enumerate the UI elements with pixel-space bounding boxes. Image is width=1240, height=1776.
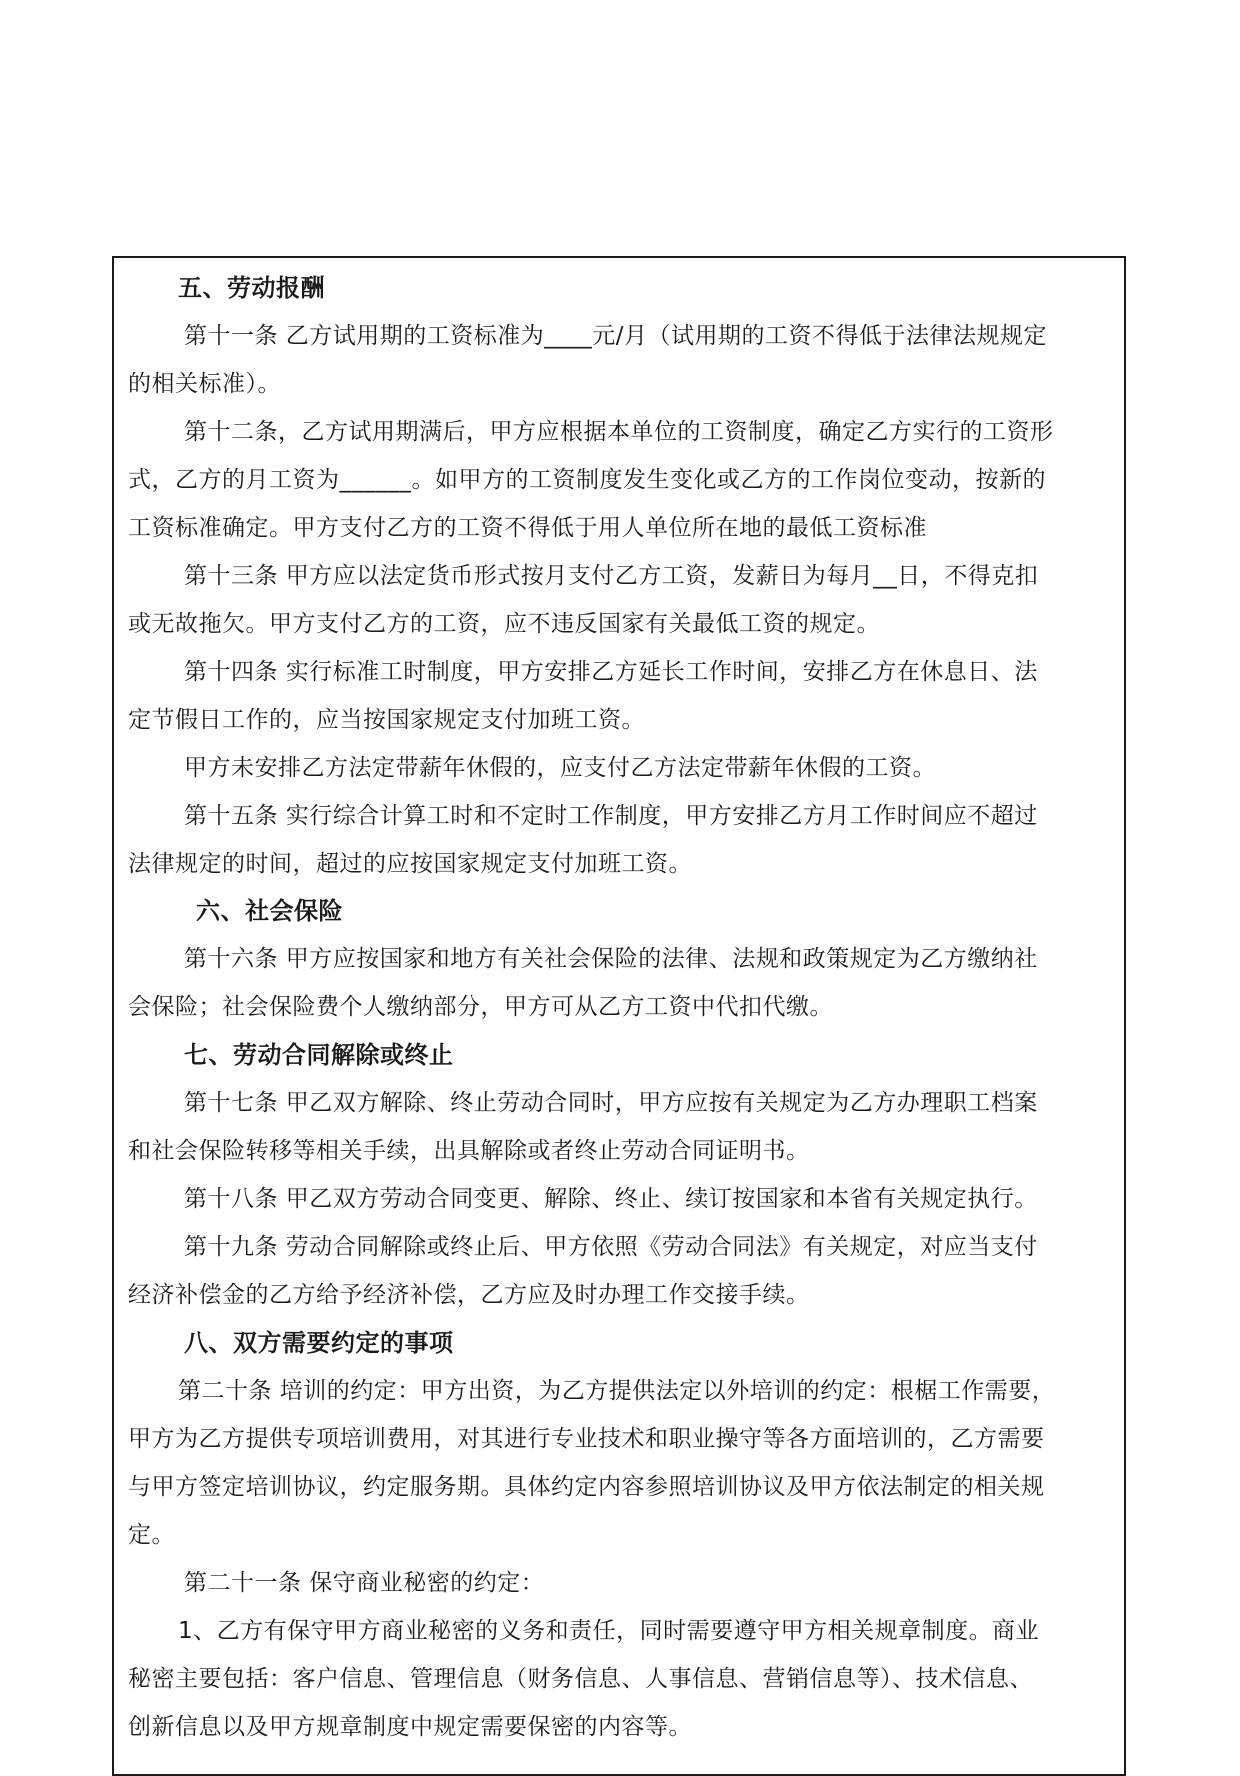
paragraph-line: 第十八条 甲乙双方劳动合同变更、解除、终止、续订按国家和本省有关规定执行。 [184,1186,1038,1212]
paragraph-line: 甲方未安排乙方法定带薪年休假的，应支付乙方法定带薪年休假的工资。 [184,755,936,781]
paragraph-line: 第十六条 甲方应按国家和地方有关社会保险的法律、法规和政策规定为乙方缴纳社 [184,946,1038,972]
paragraph-line: 第十九条 劳动合同解除或终止后、甲方依照《劳动合同法》有关规定，对应当支付 [184,1234,1038,1260]
paragraph-line: 创新信息以及甲方规章制度中规定需要保密的内容等。 [128,1714,692,1740]
paragraph-line: 第二十一条 保守商业秘密的约定： [184,1570,545,1596]
paragraph-line: 第十二条，乙方试用期满后，甲方应根据本单位的工资制度，确定乙方实行的工资形 [184,419,1054,445]
paragraph-line: 1、乙方有保守甲方商业秘密的义务和责任，同时需要遵守甲方相关规章制度。商业 [178,1618,1040,1644]
paragraph-line: 第十五条 实行综合计算工时和不定时工作制度，甲方安排乙方月工作时间应不超过 [184,803,1038,829]
paragraph-line: 法律规定的时间，超过的应按国家规定支付加班工资。 [128,851,692,877]
paragraph-line: 和社会保险转移等相关手续，出具解除或者终止劳动合同证明书。 [128,1138,810,1164]
section-heading: 八、双方需要约定的事项 [184,1329,454,1357]
paragraph-line: 经济补偿金的乙方给予经济补偿，乙方应及时办理工作交接手续。 [128,1282,810,1308]
paragraph-line: 的相关标准）。 [128,371,281,397]
paragraph-line: 与甲方签定培训协议，约定服务期。具体约定内容参照培训协议及甲方依法制定的相关规 [128,1474,1045,1500]
paragraph-line: 第十四条 实行标准工时制度，甲方安排乙方延长工作时间，安排乙方在休息日、法 [184,659,1038,685]
section-heading: 六、社会保险 [196,897,343,925]
paragraph-line: 甲方为乙方提供专项培训费用，对其进行专业技术和职业操守等各方面培训的，乙方需要 [128,1426,1045,1452]
paragraph-line: 第十三条 甲方应以法定货币形式按月支付乙方工资，发薪日为每月__日，不得克扣 [184,563,1039,589]
paragraph-line: 会保险；社会保险费个人缴纳部分，甲方可从乙方工资中代扣代缴。 [128,994,833,1020]
paragraph-line: 式，乙方的月工资为______。如甲方的工资制度发生变化或乙方的工作岗位变动，按新的 [128,467,1046,493]
paragraph-line: 第二十条 培训的约定：甲方出资，为乙方提供法定以外培训的约定：根椐工作需要， [178,1378,1056,1404]
paragraph-line: 第十七条 甲乙双方解除、终止劳动合同时，甲方应按有关规定为乙方办理职工档案 [184,1090,1038,1116]
paragraph-line: 工资标准确定。甲方支付乙方的工资不得低于用人单位所在地的最低工资标准 [128,515,927,541]
paragraph-line: 或无故拖欠。甲方支付乙方的工资，应不违反国家有关最低工资的规定。 [128,611,880,637]
paragraph-line: 第十一条 乙方试用期的工资标准为____元/月（试用期的工资不得低于法律法规规定 [184,323,1048,349]
section-heading: 五、劳动报酬 [178,274,325,302]
paragraph-line: 定节假日工作的，应当按国家规定支付加班工资。 [128,707,645,733]
paragraph-line: 定。 [128,1522,175,1548]
paragraph-line: 秘密主要包括：客户信息、管理信息（财务信息、人事信息、营销信息等）、技术信息、 [128,1666,1033,1692]
section-heading: 七、劳动合同解除或终止 [184,1041,454,1069]
